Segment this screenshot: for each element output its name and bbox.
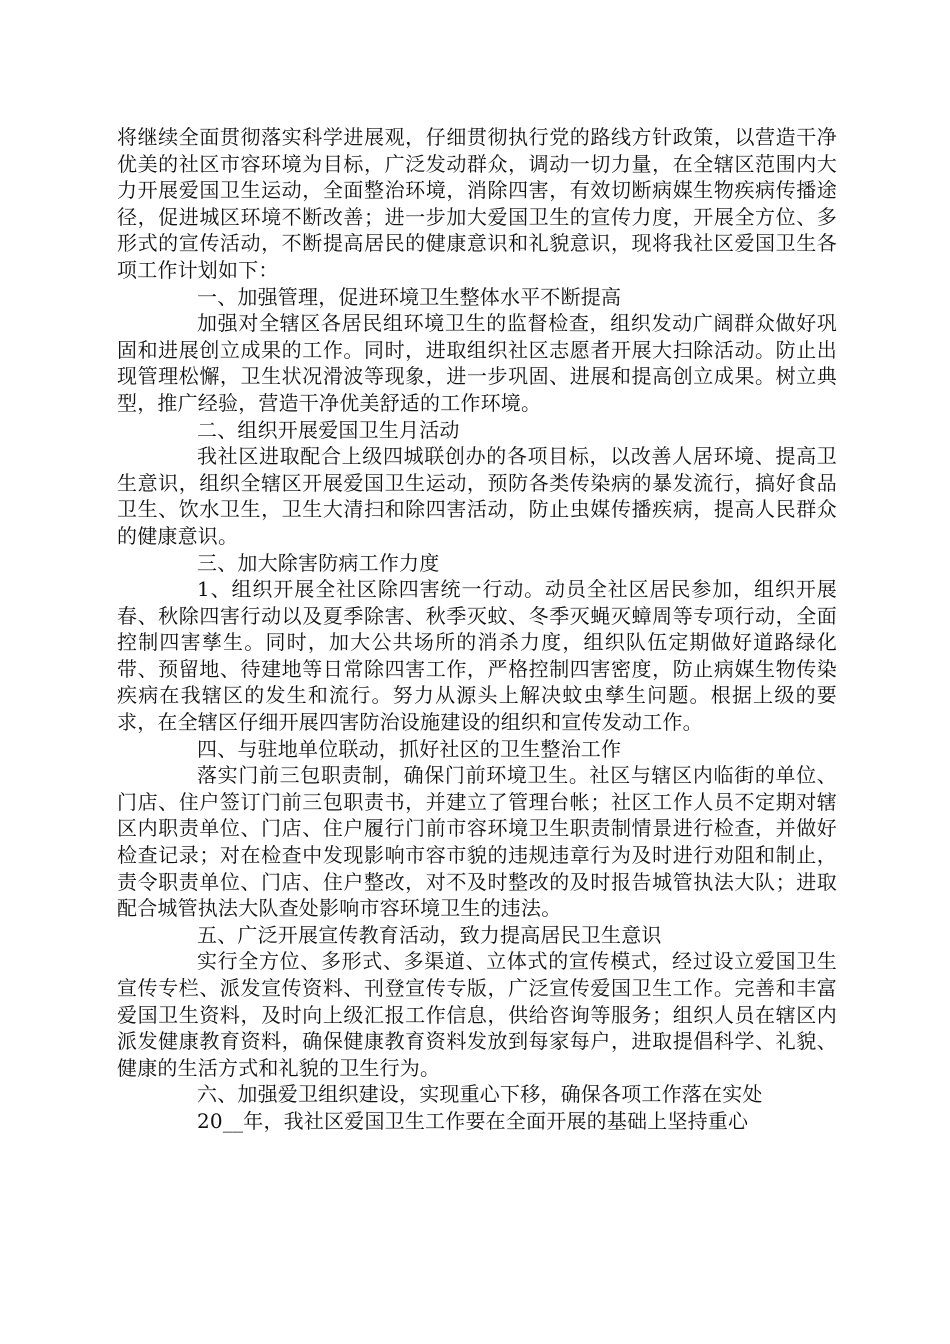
section-heading-6: 六、加强爱卫组织建设，实现重心下移，确保各项工作落在实处 [197,1082,763,1107]
section-heading-2: 二、组织开展爱国卫生月活动 [197,417,460,442]
section-heading-1: 一、加强管理，促进环境卫生整体水平不断提高 [197,284,622,309]
section-heading-5: 五、广泛开展宣传教育活动，致力提高居民卫生意识 [197,922,662,947]
section-paragraph-1: 加强对全辖区各居民组环境卫生的监督检查，组织发动广阔群众做好巩固和进展创立成果的工作。同时，进取组织社区志愿者开展大扫除活动。防止出现管理松懈，卫生状况滑波等现象，进一步巩固、进展和提高创立成果。树立典型，推广经验，营造干净优美舒适的工作环境。 [117,311,837,415]
document-body [117,124,837,1135]
intro-paragraph: 将继续全面贯彻落实科学进展观，仔细贯彻执行党的路线方针政策，以营造干净优美的社区市容环境为目标，广泛发动群众，调动一切力量，在全辖区范围内大力开展爱国卫生运动，全面整治环境，消除四害，有效切断病媒生物疾病传播途径，促进城区环境不断改善；进一步加大爱国卫生的宣传力度，开展全方位、多形式的宣传活动，不断提高居民的健康意识和礼貌意识，现将我社区爱国卫生各项工作计划如下： [117,125,837,282]
section-heading-3: 三、加大除害防病工作力度 [197,550,440,575]
section-paragraph-4: 落实门前三包职责制，确保门前环境卫生。社区与辖区内临街的单位、门店、住户签订门前三包职责书，并建立了管理台帐；社区工作人员不定期对辖区内职责单位、门店、住户履行门前市容环境卫生职责制情景进行检查，并做好检查记录；对在检查中发现影响市容市貌的违规违章行为及时进行劝阻和制止，责令职责单位、门店、住户整改，对不及时整改的及时报告城管执法大队；进取配合城管执法大队查处影响市容环境卫生的违法。 [117,763,837,921]
section-paragraph-5: 实行全方位、多形式、多渠道、立体式的宣传模式，经过设立爱国卫生宣传专栏、派发宣传资料、刊登宣传专版，广泛宣传爱国卫生工作。完善和丰富爱国卫生资料，及时向上级汇报工作信息，供给咨询等服务；组织人员在辖区内派发健康教育资料，确保健康教育资料发放到每家每户，进取提倡科学、礼貌、健康的生活方式和礼貌的卫生行为。 [117,949,837,1080]
section-paragraph-3: 1、组织开展全社区除四害统一行动。动员全社区居民参加，组织开展春、秋除四害行动以及夏季除害、秋季灭蚊、冬季灭蝇灭蟑周等专项行动，全面控制四害孳生。同时，加大公共场所的消杀力度，组织队伍定期做好道路绿化带、预留地、待建地等日常除四害工作，严格控制四害密度，防止病媒生物传染疾病在我辖区的发生和流行。努力从源头上解决蚊虫孳生问题。根据上级的要求，在全辖区仔细开展四害防治设施建设的组织和宣传发动工作。 [117,577,837,735]
section-paragraph-2: 我社区进取配合上级四城联创办的各项目标，以改善人居环境、提高卫生意识，组织全辖区开展爱国卫生运动，预防各类传染病的暴发流行，搞好食品卫生、饮水卫生，卫生大清扫和除四害活动，防止虫媒传播疾病，提高人民群众的健康意识。 [117,444,837,548]
section-paragraph-6: 20__年，我社区爱国卫生工作要在全面开展的基础上坚持重心 [197,1108,749,1133]
section-heading-4: 四、与驻地单位联动，抓好社区的卫生整治工作 [197,736,622,761]
